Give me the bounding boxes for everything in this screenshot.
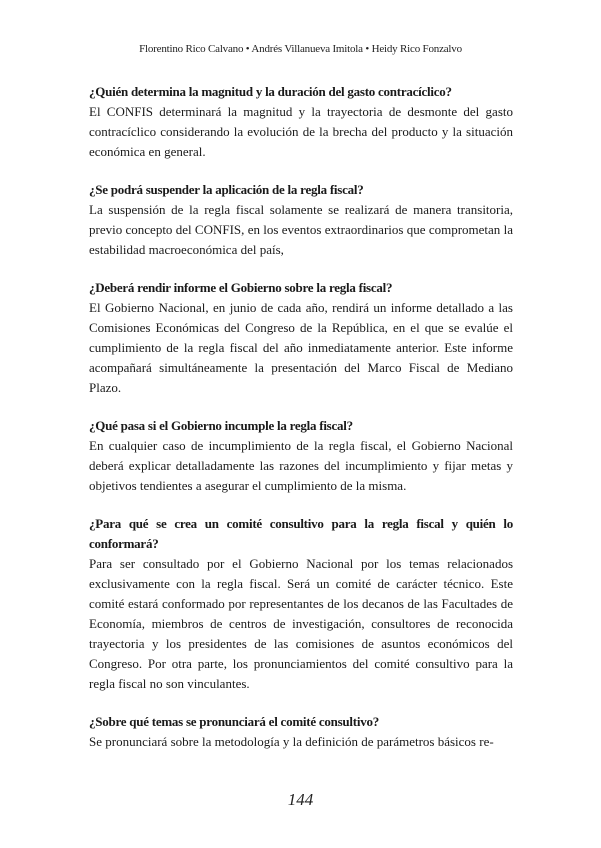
qa-section-1 (89, 82, 513, 162)
qa-section-6 (89, 712, 513, 752)
question-heading: ¿Para qué se crea un comité consultivo para la regla fiscal y quién lo conformará? (89, 516, 513, 551)
qa-section-5 (89, 514, 513, 694)
question-heading: ¿Se podrá suspender la aplicación de la regla fiscal? (89, 182, 364, 197)
question-heading: ¿Qué pasa si el Gobierno incumple la regla fiscal? (89, 418, 353, 433)
answer-paragraph: La suspensión de la regla fiscal solamente se realizará de manera transitoria, previo concepto del CONFIS, en los eventos extraordinarios que comprometan la estabilidad macroeconómica del país, (89, 202, 513, 257)
page-number: 144 (287, 790, 314, 809)
question-heading: ¿Quién determina la magnitud y la duración del gasto contracíclico? (89, 84, 452, 99)
answer-paragraph: El CONFIS determinará la magnitud y la trayectoria de desmonte del gasto contracíclico considerando la evolución de la brecha del producto y la situación económica en general. (89, 104, 513, 159)
qa-section-4 (89, 416, 513, 496)
answer-paragraph: El Gobierno Nacional, en junio de cada año, rendirá un informe detallado a las Comisiones Económicas del Congreso de la República, en el que se evalúe el cumplimiento de la regla fiscal del año inmediatamente anterior. Este informe acompañará simultáneamente la presentación del Marco Fiscal de Mediano Plazo. (89, 300, 513, 395)
question-heading: ¿Deberá rendir informe el Gobierno sobre la regla fiscal? (89, 280, 393, 295)
answer-paragraph: Para ser consultado por el Gobierno Nacional por los temas relacionados exclusivamente con la regla fiscal. Será un comité de carácter técnico. Este comité estará conformado por representantes de los decanos de las Facultades de Economía, miembros de centros de investigación, consultores de reconocida trayectoria y los presidentes de las comisiones de asuntos económicos del Congreso. Por otra parte, los pronunciamientos del comité consultivo para la regla fiscal no son vinculantes. (89, 556, 513, 691)
qa-section-3 (89, 278, 513, 398)
question-heading: ¿Sobre qué temas se pronunciará el comité consultivo? (89, 714, 379, 729)
answer-paragraph: Se pronunciará sobre la metodología y la definición de parámetros básicos re- (89, 734, 494, 749)
qa-section-2 (89, 180, 513, 260)
running-header: Florentino Rico Calvano • Andrés Villanueva Imitola • Heidy Rico Fonzalvo (139, 43, 462, 55)
page-content (89, 82, 513, 770)
answer-paragraph: En cualquier caso de incumplimiento de la regla fiscal, el Gobierno Nacional deberá explicar detalladamente las razones del incumplimiento y fijar metas y objetivos tendientes a asegurar el cumplimiento de la misma. (89, 438, 513, 493)
